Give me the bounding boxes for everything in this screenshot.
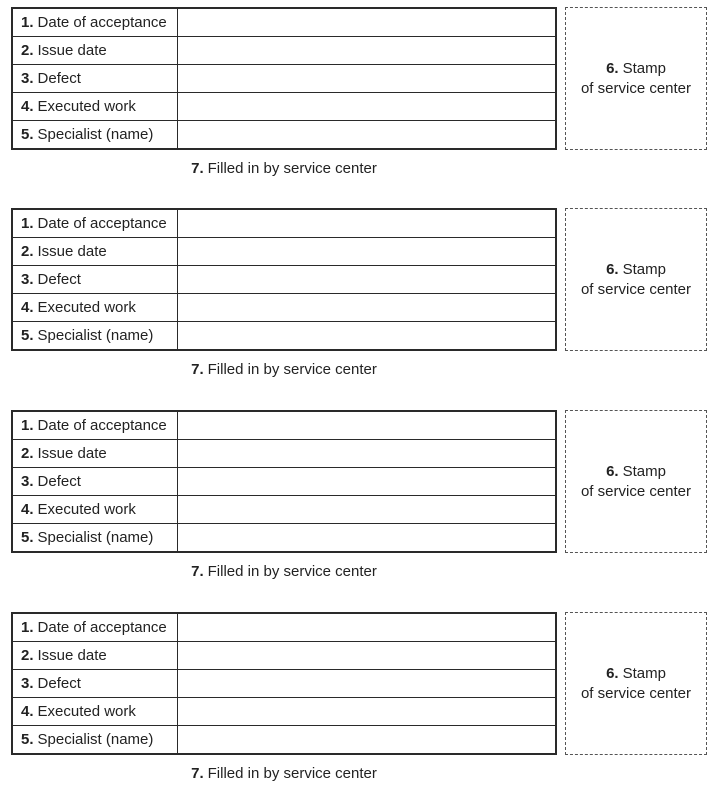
row-label [13, 294, 178, 321]
service-record-table [11, 612, 557, 755]
row-label [13, 412, 178, 439]
caption-number: 7. [191, 361, 204, 378]
table-row [13, 467, 555, 495]
service-record-table [11, 410, 557, 553]
stamp-subtitle: of service center [580, 684, 692, 702]
row-number: 3. [21, 473, 34, 490]
row-number: 2. [21, 647, 34, 664]
row-label [13, 322, 178, 349]
table-row [13, 64, 555, 92]
row-number: 1. [21, 619, 34, 636]
executed-work-field[interactable] [178, 698, 555, 725]
defect-field[interactable] [178, 65, 555, 92]
specialist-name-field[interactable] [178, 121, 555, 148]
row-label-text: Specialist (name) [37, 731, 154, 748]
row-number: 2. [21, 42, 34, 59]
row-number: 4. [21, 98, 34, 115]
stamp-title [606, 462, 666, 482]
row-label-text: Specialist (name) [37, 529, 154, 546]
table-row [13, 641, 555, 669]
row-label-text: Specialist (name) [37, 126, 154, 143]
row-label-text: Issue date [37, 445, 107, 462]
stamp-subtitle: of service center [580, 482, 692, 500]
acceptance-date-field[interactable] [178, 9, 555, 36]
row-label [13, 524, 178, 551]
issue-date-field[interactable] [178, 238, 555, 265]
table-row [13, 412, 555, 439]
service-record-table [11, 208, 557, 351]
stamp-number: 6. [606, 59, 619, 77]
stamp-box [565, 612, 707, 755]
row-label-text: Defect [37, 473, 81, 490]
row-number: 5. [21, 731, 34, 748]
defect-field[interactable] [178, 468, 555, 495]
stamp-title [606, 664, 666, 684]
caption-text: Filled in by service center [207, 765, 377, 782]
service-coupon-2 [0, 201, 722, 391]
caption-number: 7. [191, 563, 204, 580]
row-label [13, 37, 178, 64]
row-label-text: Executed work [37, 299, 136, 316]
row-label [13, 65, 178, 92]
row-number: 1. [21, 14, 34, 31]
table-row [13, 697, 555, 725]
service-record-table [11, 7, 557, 150]
row-label-text: Defect [37, 675, 81, 692]
table-row [13, 321, 555, 349]
row-number: 3. [21, 271, 34, 288]
row-label-text: Date of acceptance [37, 14, 167, 31]
row-label [13, 670, 178, 697]
row-label [13, 642, 178, 669]
table-row [13, 293, 555, 321]
row-label-text: Issue date [37, 42, 107, 59]
row-label [13, 9, 178, 36]
row-number: 4. [21, 703, 34, 720]
table-row [13, 120, 555, 148]
stamp-subtitle: of service center [580, 79, 692, 97]
stamp-number: 6. [606, 260, 619, 278]
row-label [13, 726, 178, 753]
stamp-box [565, 410, 707, 553]
table-row [13, 265, 555, 293]
stamp-label: Stamp [622, 59, 666, 77]
row-label [13, 266, 178, 293]
stamp-label: Stamp [622, 664, 666, 682]
table-row [13, 36, 555, 64]
specialist-name-field[interactable] [178, 524, 555, 551]
stamp-title [606, 260, 666, 280]
row-number: 2. [21, 445, 34, 462]
acceptance-date-field[interactable] [178, 210, 555, 237]
stamp-label: Stamp [622, 260, 666, 278]
row-label [13, 121, 178, 148]
stamp-number: 6. [606, 664, 619, 682]
caption-number: 7. [191, 160, 204, 177]
stamp-label: Stamp [622, 462, 666, 480]
row-label [13, 210, 178, 237]
caption-text: Filled in by service center [207, 563, 377, 580]
acceptance-date-field[interactable] [178, 614, 555, 641]
table-row [13, 92, 555, 120]
row-label-text: Issue date [37, 243, 107, 260]
caption-text: Filled in by service center [207, 160, 377, 177]
row-number: 1. [21, 215, 34, 232]
table-row [13, 669, 555, 697]
caption-number: 7. [191, 765, 204, 782]
stamp-box [565, 208, 707, 351]
row-label [13, 468, 178, 495]
row-label-text: Defect [37, 70, 81, 87]
caption [11, 160, 707, 177]
row-number: 3. [21, 675, 34, 692]
row-label-text: Issue date [37, 647, 107, 664]
table-row [13, 439, 555, 467]
row-number: 5. [21, 126, 34, 143]
row-label [13, 440, 178, 467]
row-label-text: Defect [37, 271, 81, 288]
row-label-text: Executed work [37, 703, 136, 720]
executed-work-field[interactable] [178, 294, 555, 321]
table-row [13, 9, 555, 36]
stamp-box [565, 7, 707, 150]
row-label-text: Executed work [37, 98, 136, 115]
caption [11, 765, 707, 782]
service-coupon-1 [0, 0, 722, 190]
table-row [13, 725, 555, 753]
defect-field[interactable] [178, 670, 555, 697]
row-number: 3. [21, 70, 34, 87]
row-number: 2. [21, 243, 34, 260]
row-label-text: Executed work [37, 501, 136, 518]
stamp-subtitle: of service center [580, 280, 692, 298]
row-label [13, 238, 178, 265]
defect-field[interactable] [178, 266, 555, 293]
row-label-text: Date of acceptance [37, 417, 167, 434]
stamp-number: 6. [606, 462, 619, 480]
service-coupon-4 [0, 605, 722, 795]
stamp-title [606, 59, 666, 79]
table-row [13, 614, 555, 641]
caption-text: Filled in by service center [207, 361, 377, 378]
service-coupon-3 [0, 403, 722, 593]
row-label [13, 614, 178, 641]
issue-date-field[interactable] [178, 440, 555, 467]
row-number: 1. [21, 417, 34, 434]
row-number: 4. [21, 501, 34, 518]
table-row [13, 237, 555, 265]
specialist-name-field[interactable] [178, 322, 555, 349]
row-label [13, 93, 178, 120]
row-number: 5. [21, 529, 34, 546]
specialist-name-field[interactable] [178, 726, 555, 753]
table-row [13, 210, 555, 237]
table-row [13, 523, 555, 551]
executed-work-field[interactable] [178, 93, 555, 120]
row-label-text: Date of acceptance [37, 215, 167, 232]
issue-date-field[interactable] [178, 37, 555, 64]
caption [11, 563, 707, 580]
executed-work-field[interactable] [178, 496, 555, 523]
row-number: 5. [21, 327, 34, 344]
table-row [13, 495, 555, 523]
acceptance-date-field[interactable] [178, 412, 555, 439]
issue-date-field[interactable] [178, 642, 555, 669]
row-label [13, 496, 178, 523]
caption [11, 361, 707, 378]
row-number: 4. [21, 299, 34, 316]
row-label [13, 698, 178, 725]
row-label-text: Date of acceptance [37, 619, 167, 636]
row-label-text: Specialist (name) [37, 327, 154, 344]
